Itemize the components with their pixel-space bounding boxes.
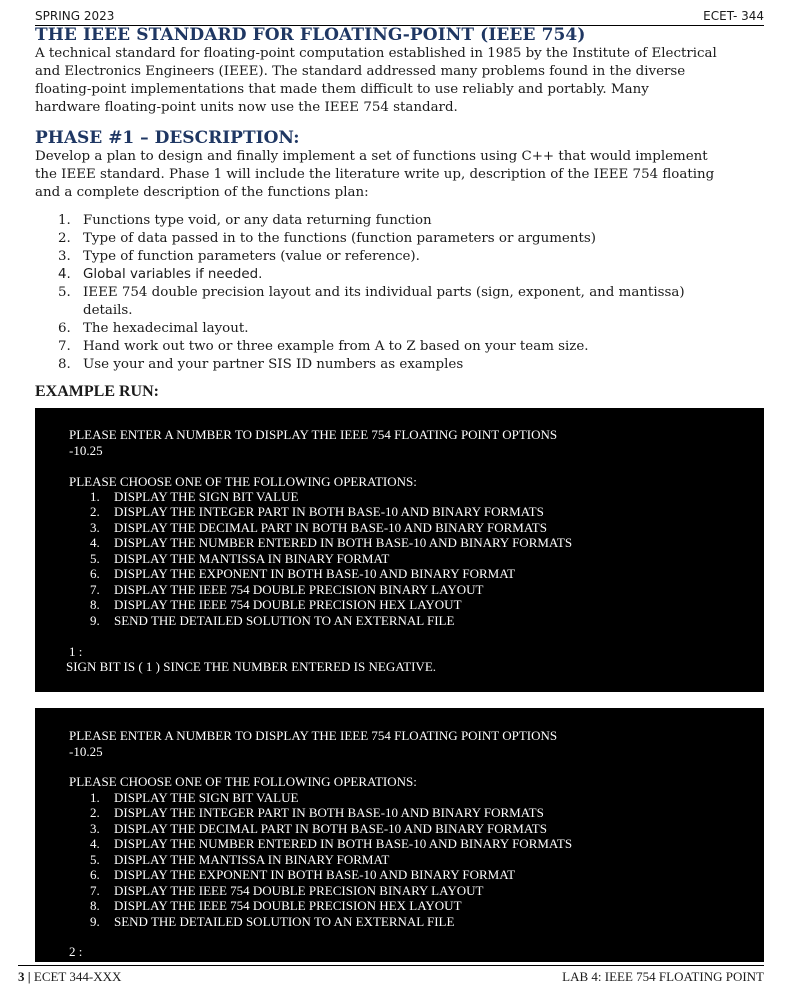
footer-lab-title: LAB 4: IEEE 754 FLOATING POINT [562,969,764,984]
console-option: 5. DISPLAY THE MANTISSA IN BINARY FORMAT [90,551,390,566]
phase-paragraph [35,148,767,202]
list-item: 4. Global variables if needed. [58,267,263,282]
console-option: 9. SEND THE DETAILED SOLUTION TO AN EXTERNAL FILE [90,914,455,929]
list-item: 1. Functions type void, or any data returning function [58,213,432,228]
phase-heading: PHASE #1 – DESCRIPTION: [35,128,300,148]
console-option: 7. DISPLAY THE IEEE 754 DOUBLE PRECISION BINARY LAYOUT [90,883,484,898]
console-option: 4. DISPLAY THE NUMBER ENTERED IN BOTH BASE-10 AND BINARY FORMATS [90,836,573,851]
intro-line: floating-point implementations that made them difficult to use reliably and portably. Many [35,82,649,97]
console-option: 3. DISPLAY THE DECIMAL PART IN BOTH BASE-10 AND BINARY FORMATS [90,821,547,836]
phase-line: Develop a plan to design and finally implement a set of functions using C++ that would implement [35,149,708,164]
console-option: 5. DISPLAY THE MANTISSA IN BINARY FORMAT [90,852,390,867]
page-number: 3 [18,969,25,984]
footer-course: ECET 344-XXX [33,969,122,984]
footer-separator: | [27,969,31,984]
console-option: 8. DISPLAY THE IEEE 754 DOUBLE PRECISION HEX LAYOUT [90,597,462,612]
plan-list [35,212,755,374]
page-title: THE IEEE STANDARD FOR FLOATING-POINT (IEEE 754) [35,25,586,45]
console-window [35,708,764,962]
console-option: 2. DISPLAY THE INTEGER PART IN BOTH BASE-10 AND BINARY FORMATS [90,805,544,820]
example-heading: EXAMPLE RUN: [35,383,159,400]
intro-line: A technical standard for floating-point computation established in 1985 by the Institute of Electrical [35,46,717,61]
list-item: 3. Type of function parameters (value or reference). [58,249,420,264]
page-footer [18,965,764,986]
console-input: -10.25 [69,744,103,759]
console-selection: 2 : [69,944,83,959]
console-option: 4. DISPLAY THE NUMBER ENTERED IN BOTH BASE-10 AND BINARY FORMATS [90,535,573,550]
footer-left [18,969,121,985]
console-option: 6. DISPLAY THE EXPONENT IN BOTH BASE-10 AND BINARY FORMAT [90,867,516,882]
console-option: 6. DISPLAY THE EXPONENT IN BOTH BASE-10 AND BINARY FORMAT [90,566,516,581]
console-option: 2. DISPLAY THE INTEGER PART IN BOTH BASE-10 AND BINARY FORMATS [90,504,544,519]
list-item: 6. The hexadecimal layout. [58,321,249,336]
console-option: 3. DISPLAY THE DECIMAL PART IN BOTH BASE-10 AND BINARY FORMATS [90,520,547,535]
console-prompt: PLEASE ENTER A NUMBER TO DISPLAY THE IEEE 754 FLOATING POINT OPTIONS [69,427,558,442]
header-semester: SPRING 2023 [35,9,115,23]
phase-line: the IEEE standard. Phase 1 will include the literature write up, description of the IEEE 754 floating [35,167,715,182]
console-input: -10.25 [69,443,103,458]
console-option: 7. DISPLAY THE IEEE 754 DOUBLE PRECISION BINARY LAYOUT [90,582,484,597]
console-option: 9. SEND THE DETAILED SOLUTION TO AN EXTERNAL FILE [90,613,455,628]
console-option: 1. DISPLAY THE SIGN BIT VALUE [90,489,299,504]
console-menu-title: PLEASE CHOOSE ONE OF THE FOLLOWING OPERATIONS: [69,774,417,789]
list-item: 8. Use your and your partner SIS ID numbers as examples [58,357,464,372]
console-prompt: PLEASE ENTER A NUMBER TO DISPLAY THE IEEE 754 FLOATING POINT OPTIONS [69,728,558,743]
intro-paragraph [35,45,767,117]
header-course: ECET- 344 [703,9,764,23]
console-window [35,408,764,692]
console-option: 1. DISPLAY THE SIGN BIT VALUE [90,790,299,805]
intro-line: hardware floating-point units now use the IEEE 754 standard. [35,100,458,115]
list-item: 2. Type of data passed in to the functions (function parameters or arguments) [58,231,596,246]
console-option: 8. DISPLAY THE IEEE 754 DOUBLE PRECISION HEX LAYOUT [90,898,462,913]
page-header [35,8,764,26]
console-result: SIGN BIT IS ( 1 ) SINCE THE NUMBER ENTERED IS NEGATIVE. [66,659,437,674]
console-selection: 1 : [69,644,83,659]
console-menu-title: PLEASE CHOOSE ONE OF THE FOLLOWING OPERATIONS: [69,474,417,489]
phase-line: and a complete description of the functions plan: [35,185,369,200]
list-item: 5. IEEE 754 double precision layout and its individual parts (sign, exponent, and mantissa) details. [58,285,685,318]
list-item: 7. Hand work out two or three example from A to Z based on your team size. [58,339,589,354]
intro-line: and Electronics Engineers (IEEE). The standard addressed many problems found in the diverse [35,64,686,79]
